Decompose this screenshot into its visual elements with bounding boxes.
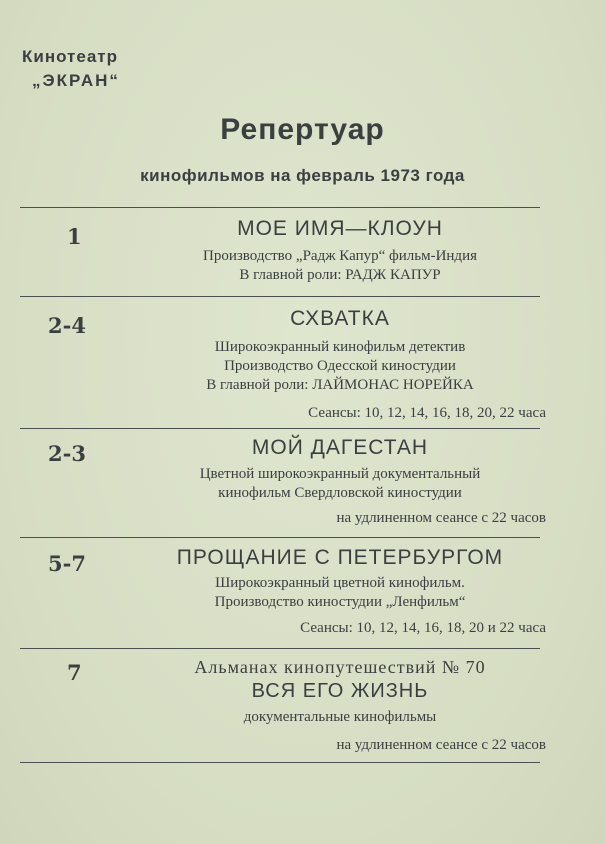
film-info: Широкоэкранный кинофильм детектив [214, 339, 466, 355]
film-entry [130, 436, 550, 528]
divider [20, 537, 540, 538]
film-info: Производство Одесской киностудии [224, 358, 456, 374]
film-title: ПРОЩАНИЕ С ПЕТЕРБУРГОМ [176, 546, 504, 569]
film-almanac: Альманах кинопутешествий № 70 [194, 657, 486, 677]
film-info: В главной роли: РАДЖ КАПУР [239, 267, 441, 283]
film-dates: 2-4 [48, 313, 86, 338]
film-info: Производство киностудии „Ленфильм“ [214, 594, 466, 610]
film-title: МОЙ ДАГЕСТАН [251, 436, 429, 459]
divider [20, 762, 540, 763]
page-subtitle: кинофильмов на февраль 1973 года [140, 166, 465, 185]
cinema-label: Кинотеатр [22, 47, 119, 66]
film-info: Производство „Радж Капур“ фильм-Индия [203, 248, 477, 264]
film-sessions: на удлиненном сеансе с 22 часов [336, 737, 546, 753]
page-title: Репертуар [220, 113, 385, 146]
film-sessions: Сеансы: 10, 12, 14, 16, 18, 20, 22 часа [308, 405, 546, 421]
divider [20, 296, 540, 297]
film-entry [130, 657, 550, 755]
divider [20, 428, 540, 429]
film-info: документальные кинофильмы [243, 709, 437, 725]
cinema-title: „ЭКРАН“ [32, 71, 120, 90]
film-sessions: на удлиненном сеансе с 22 часов [336, 510, 546, 526]
film-sessions: Сеансы: 10, 12, 14, 16, 18, 20 и 22 часа [300, 620, 546, 636]
film-dates: 7 [67, 660, 82, 685]
film-info: Цветной широкоэкранный документальный [199, 466, 481, 482]
film-title: СХВАТКА [290, 307, 390, 330]
divider [20, 648, 540, 649]
film-entry [130, 217, 550, 285]
film-info: Широкоэкранный цветной кинофильм. [215, 575, 465, 591]
film-dates: 2-3 [48, 441, 86, 466]
divider [20, 207, 540, 208]
film-entry [130, 546, 550, 638]
film-title: ВСЯ ЕГО ЖИЗНЬ [251, 680, 429, 702]
film-title: МОЕ ИМЯ—КЛОУН [237, 217, 443, 240]
cinema-name [22, 47, 120, 91]
film-dates: 5-7 [48, 551, 86, 576]
film-dates: 1 [67, 224, 82, 249]
film-info: кинофильм Свердловской киностудии [218, 485, 462, 501]
film-info: В главной роли: ЛАЙМОНАС НОРЕЙКА [206, 377, 474, 393]
film-entry [130, 307, 550, 423]
